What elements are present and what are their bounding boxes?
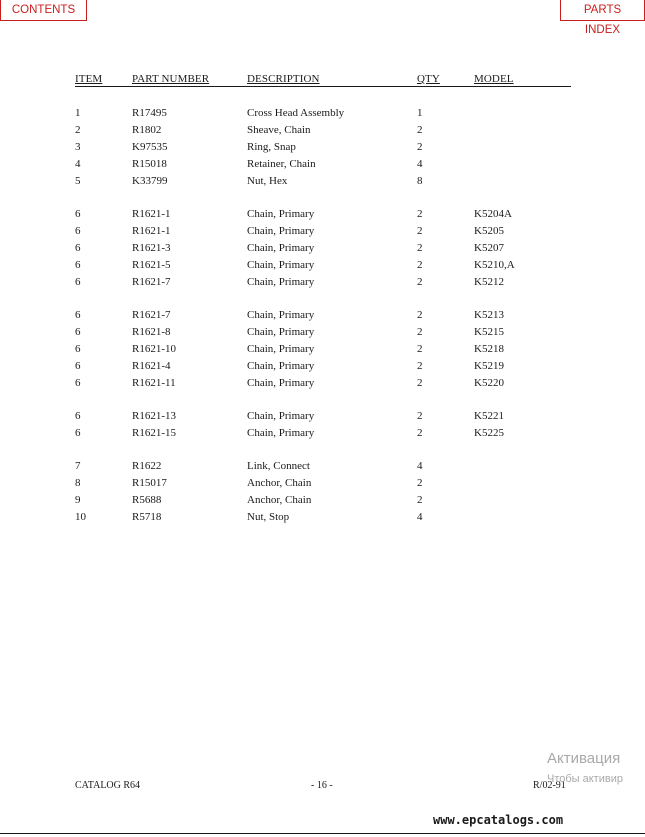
cell-qty: 2 xyxy=(417,377,423,389)
header-divider xyxy=(75,86,571,87)
cell-model: K5215 xyxy=(474,326,504,338)
table-row xyxy=(0,124,645,141)
cell-description: Chain, Primary xyxy=(247,410,315,422)
cell-description: Anchor, Chain xyxy=(247,494,312,506)
header-model: MODEL xyxy=(474,73,514,85)
cell-model: K5221 xyxy=(474,410,504,422)
cell-item: 6 xyxy=(75,225,81,237)
cell-description: Cross Head Assembly xyxy=(247,107,345,119)
cell-part-number: K97535 xyxy=(132,141,168,153)
catalog-label: CATALOG R64 xyxy=(75,780,141,791)
cell-qty: 2 xyxy=(417,494,423,506)
activation-watermark-text: Чтобы активир xyxy=(547,773,623,785)
bottom-divider xyxy=(0,833,645,834)
cell-qty: 4 xyxy=(417,511,423,523)
cell-item: 6 xyxy=(75,360,81,372)
cell-part-number: R1621-11 xyxy=(132,377,176,389)
table-row xyxy=(0,276,645,293)
cell-model: K5205 xyxy=(474,225,504,237)
cell-qty: 2 xyxy=(417,124,423,136)
table-row xyxy=(0,259,645,276)
header-part-number: PART NUMBER xyxy=(132,73,210,85)
cell-item: 2 xyxy=(75,124,81,136)
cell-model: K5225 xyxy=(474,427,504,439)
table-row xyxy=(0,410,645,427)
cell-description: Retainer, Chain xyxy=(247,158,316,170)
cell-qty: 8 xyxy=(417,175,423,187)
cell-part-number: K33799 xyxy=(132,175,168,187)
cell-description: Nut, Stop xyxy=(247,511,290,523)
site-url: www.epcatalogs.com xyxy=(433,813,564,827)
cell-item: 8 xyxy=(75,477,81,489)
table-row xyxy=(0,494,645,511)
cell-qty: 2 xyxy=(417,208,423,220)
cell-qty: 2 xyxy=(417,477,423,489)
cell-item: 10 xyxy=(75,511,86,523)
cell-description: Nut, Hex xyxy=(247,175,288,187)
cell-qty: 2 xyxy=(417,427,423,439)
header-description: DESCRIPTION xyxy=(247,73,320,85)
cell-model: K5204A xyxy=(474,208,512,220)
table-row xyxy=(0,477,645,494)
cell-model: K5213 xyxy=(474,309,504,321)
revision-date: R/02-91 xyxy=(533,780,566,791)
cell-part-number: R1621-8 xyxy=(132,326,171,338)
cell-description: Chain, Primary xyxy=(247,343,315,355)
cell-part-number: R5718 xyxy=(132,511,162,523)
table-row xyxy=(0,107,645,124)
cell-description: Chain, Primary xyxy=(247,427,315,439)
cell-part-number: R1622 xyxy=(132,460,162,472)
table-row xyxy=(0,511,645,528)
cell-qty: 2 xyxy=(417,225,423,237)
cell-item: 3 xyxy=(75,141,81,153)
cell-item: 6 xyxy=(75,259,81,271)
cell-qty: 4 xyxy=(417,158,423,170)
cell-description: Chain, Primary xyxy=(247,377,315,389)
cell-part-number: R1621-3 xyxy=(132,242,171,254)
cell-part-number: R1621-1 xyxy=(132,208,171,220)
cell-qty: 2 xyxy=(417,343,423,355)
table-row xyxy=(0,360,645,377)
cell-item: 6 xyxy=(75,326,81,338)
contents-button[interactable]: CONTENTS xyxy=(0,0,87,21)
cell-description: Chain, Primary xyxy=(247,326,315,338)
cell-model: K5207 xyxy=(474,242,504,254)
cell-qty: 2 xyxy=(417,309,423,321)
cell-part-number: R1621-4 xyxy=(132,360,171,372)
cell-qty: 2 xyxy=(417,141,423,153)
header-item: ITEM xyxy=(75,73,103,85)
cell-item: 5 xyxy=(75,175,81,187)
cell-model: K5218 xyxy=(474,343,504,355)
cell-item: 6 xyxy=(75,276,81,288)
cell-description: Chain, Primary xyxy=(247,259,315,271)
cell-qty: 2 xyxy=(417,242,423,254)
cell-item: 6 xyxy=(75,309,81,321)
cell-item: 6 xyxy=(75,427,81,439)
cell-qty: 2 xyxy=(417,276,423,288)
cell-item: 6 xyxy=(75,343,81,355)
cell-description: Link, Connect xyxy=(247,460,310,472)
cell-part-number: R1802 xyxy=(132,124,162,136)
cell-part-number: R5688 xyxy=(132,494,162,506)
cell-part-number: R1621-1 xyxy=(132,225,171,237)
table-row xyxy=(0,326,645,343)
cell-description: Ring, Snap xyxy=(247,141,296,153)
cell-item: 4 xyxy=(75,158,81,170)
table-row xyxy=(0,242,645,259)
cell-item: 6 xyxy=(75,377,81,389)
cell-item: 6 xyxy=(75,208,81,220)
table-row xyxy=(0,427,645,444)
cell-model: K5219 xyxy=(474,360,504,372)
parts-index-button[interactable]: PARTS INDEX xyxy=(560,0,645,21)
cell-description: Chain, Primary xyxy=(247,208,315,220)
cell-part-number: R1621-15 xyxy=(132,427,176,439)
cell-part-number: R1621-7 xyxy=(132,309,171,321)
cell-description: Chain, Primary xyxy=(247,276,315,288)
cell-part-number: R17495 xyxy=(132,107,167,119)
cell-part-number: R1621-7 xyxy=(132,276,171,288)
cell-description: Anchor, Chain xyxy=(247,477,312,489)
cell-item: 9 xyxy=(75,494,81,506)
table-row xyxy=(0,225,645,242)
cell-model: K5210,A xyxy=(474,259,515,271)
cell-part-number: R15017 xyxy=(132,477,167,489)
cell-description: Sheave, Chain xyxy=(247,124,311,136)
table-row xyxy=(0,175,645,192)
cell-description: Chain, Primary xyxy=(247,225,315,237)
cell-qty: 1 xyxy=(417,107,423,119)
activation-watermark-title: Активация xyxy=(547,750,621,767)
cell-model: K5220 xyxy=(474,377,504,389)
header-qty: QTY xyxy=(417,73,440,85)
table-row xyxy=(0,158,645,175)
cell-qty: 2 xyxy=(417,360,423,372)
cell-item: 6 xyxy=(75,242,81,254)
page-number: - 16 - xyxy=(311,780,333,791)
cell-part-number: R1621-10 xyxy=(132,343,176,355)
cell-qty: 4 xyxy=(417,460,423,472)
cell-part-number: R1621-5 xyxy=(132,259,171,271)
cell-qty: 2 xyxy=(417,259,423,271)
table-row xyxy=(0,141,645,158)
table-row xyxy=(0,309,645,326)
table-row xyxy=(0,208,645,225)
cell-part-number: R15018 xyxy=(132,158,167,170)
cell-part-number: R1621-13 xyxy=(132,410,176,422)
table-row xyxy=(0,343,645,360)
cell-item: 7 xyxy=(75,460,81,472)
cell-item: 1 xyxy=(75,107,81,119)
cell-description: Chain, Primary xyxy=(247,242,315,254)
cell-qty: 2 xyxy=(417,410,423,422)
table-row xyxy=(0,377,645,394)
cell-description: Chain, Primary xyxy=(247,360,315,372)
cell-description: Chain, Primary xyxy=(247,309,315,321)
cell-item: 6 xyxy=(75,410,81,422)
cell-model: K5212 xyxy=(474,276,504,288)
table-row xyxy=(0,460,645,477)
cell-qty: 2 xyxy=(417,326,423,338)
